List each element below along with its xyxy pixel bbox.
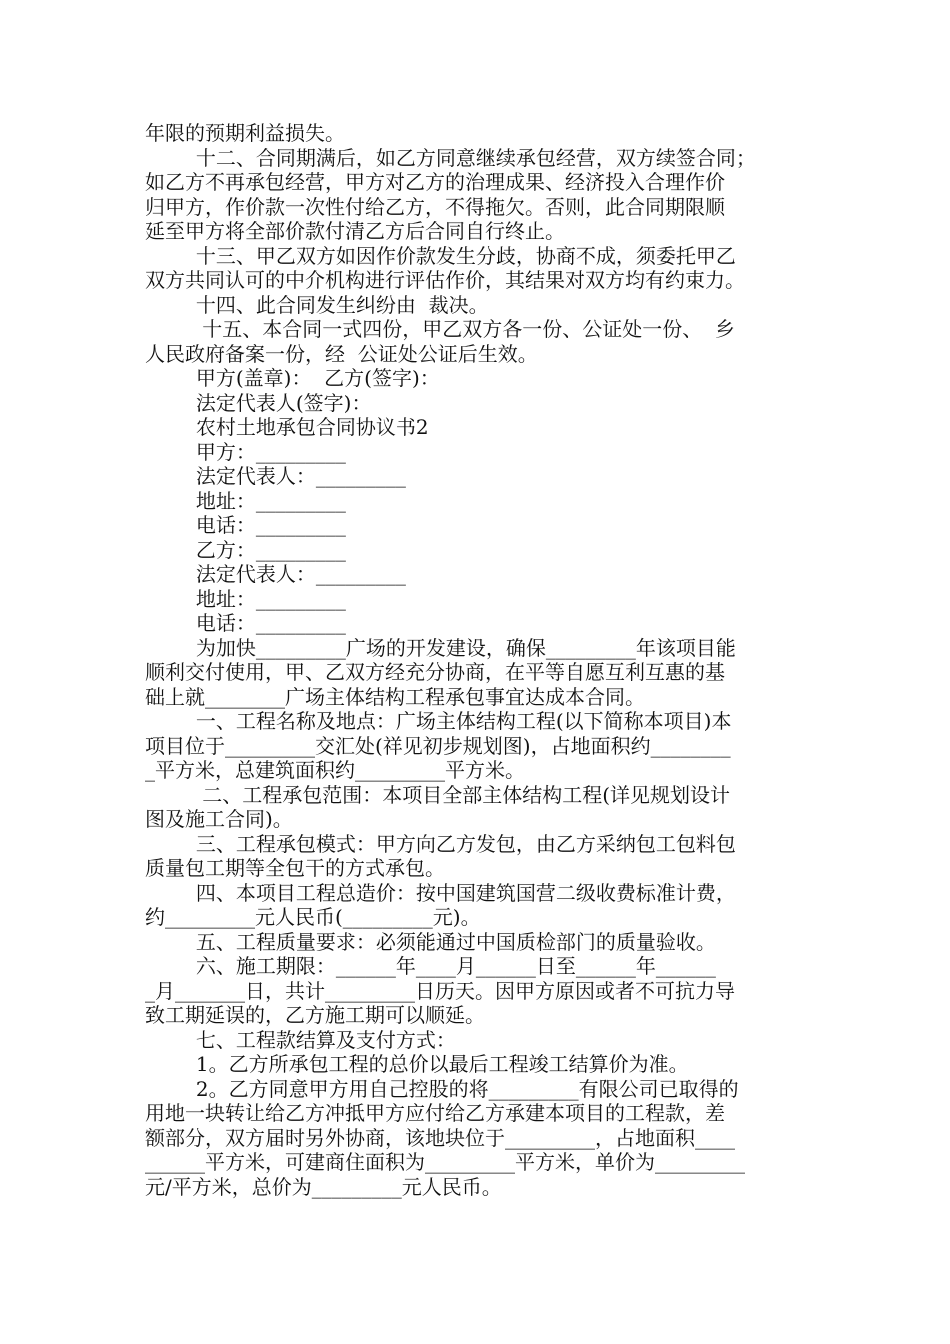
document-line: 地址：_________ (145, 586, 346, 611)
document-line: _月_______日，共计_________日历天。因甲方原因或者不可抗力导 (145, 978, 735, 1003)
document-line: 额部分，双方届时另外协商，该地块位于_________，占地面积____ (145, 1125, 735, 1150)
document-line: 乙方：_________ (145, 537, 346, 562)
document-line: 十二、合同期满后，如乙方同意继续承包经营，双方续签合同； (145, 145, 756, 170)
document-line: 顺利交付使用，甲、乙双方经充分协商，在平等自愿互利互惠的基 (145, 660, 725, 684)
document-line: 二、工程承包范围：本项目全部主体结构工程(详见规划设计 (145, 782, 731, 807)
document-line: 甲方：_________ (145, 439, 346, 464)
document-line: 电话：_________ (145, 611, 346, 635)
document-line: _平方米，总建筑面积约_________平方米。 (145, 758, 525, 782)
document-line: 为加快_________广场的开发建设，确保_________年该项目能 (145, 635, 736, 660)
document-line: 项目位于_________交汇处(祥见初步规划图)，占地面积约________ (145, 733, 731, 758)
document-line: 甲方(盖章)： 乙方(签字)： (145, 366, 440, 390)
document-line: 一、工程名称及地点：广场主体结构工程(以下简称本项目)本 (145, 709, 732, 733)
document-line: 延至甲方将全部价款付清乙方后合同自行终止。 (145, 219, 565, 243)
document-line: 农村土地承包合同协议书2 (145, 415, 429, 439)
document-line: 十三、甲乙双方如因作价款发生分歧，协商不成，须委托甲乙 (145, 243, 736, 268)
document-line: 用地一块转让给乙方冲抵甲方应付给乙方承建本项目的工程款，差 (145, 1101, 725, 1125)
document-line: 七、工程款结算及支付方式： (145, 1027, 456, 1052)
document-line: 归甲方，作价款一次性付给乙方，不得拖欠。否则，此合同期限顺 (145, 194, 725, 219)
document-line: 双方共同认可的中介机构进行评估作价，其结果对双方均有约束力。 (145, 268, 745, 292)
document-line: 地址：_________ (145, 488, 346, 513)
document-line: 五、工程质量要求：必须能通过中国质检部门的质量验收。 (145, 929, 716, 954)
document-body (145, 121, 815, 1199)
document-line: 三、工程承包模式：甲方向乙方发包，由乙方采纳包工包料包 (145, 831, 736, 856)
document-line: 电话：_________ (145, 513, 346, 537)
document-line: 如乙方不再承包经营，甲方对乙方的治理成果、经济投入合理作价 (145, 170, 725, 194)
document-line: 2。乙方同意甲方用自己控股的将_________有限公司已取得的 (145, 1076, 739, 1101)
document-line: 法定代表人：_________ (145, 464, 406, 488)
document-line: 元/平方米，总价为_________元人民币。 (145, 1174, 502, 1199)
document-line: 十五、本合同一式四份，甲乙双方各一份、公证处一份、 乡 (145, 317, 735, 341)
document-line: 法定代表人：_________ (145, 562, 406, 586)
document-line: 六、施工期限：______年____月______日至______年______ (145, 954, 716, 978)
document-line: 质量包工期等全包干的方式承包。 (145, 856, 445, 880)
document-line: 致工期延误的，乙方施工期可以顺延。 (145, 1003, 485, 1027)
document-line: 约_________元人民币(_________元)。 (145, 905, 481, 929)
document-line: 十四、此合同发生纠纷由 裁决。 (145, 292, 489, 317)
document-line: 人民政府备案一份，经 公证处公证后生效。 (145, 341, 538, 366)
document-line: 四、本项目工程总造价：按中国建筑国营二级收费标准计费， (145, 880, 736, 905)
document-line: ______平方米，可建商住面积为_________平方米，单价为_________ (145, 1150, 745, 1174)
document-line: 1。乙方所承包工程的总价以最后工程竣工结算价为准。 (145, 1052, 689, 1076)
document-line: 年限的预期利益损失。 (145, 121, 345, 145)
document-line: 法定代表人(签字)： (145, 390, 372, 415)
document-line: 础上就________广场主体结构工程承包事宜达成本合同。 (145, 684, 645, 709)
document-line: 图及施工合同)。 (145, 807, 293, 831)
